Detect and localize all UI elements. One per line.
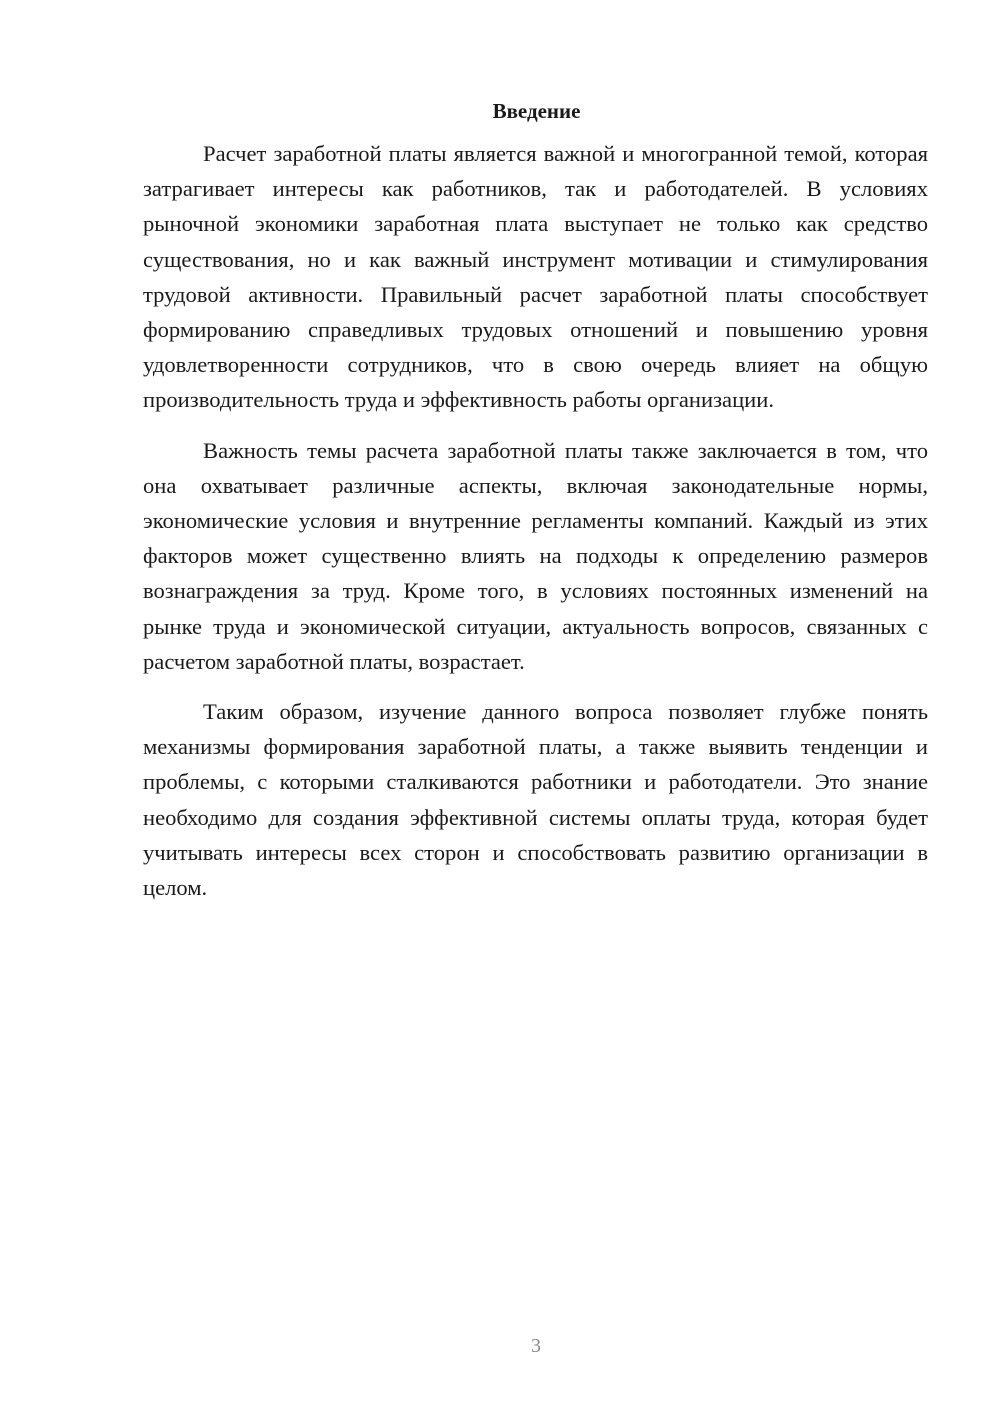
paragraph-2: Важность темы расчета заработной платы также заключается в том, что она охватывает различные аспекты, включая законодательные нормы, экономические условия и внутренние регламенты компаний. Каждый из этих факторов может существенно влиять на подходы к определению размеров вознаграждения за труд. Кроме того, в условиях постоянных изменений на рынке труда и экономической ситуации, актуальность вопросов, связанных с расчетом заработной платы, возрастает. [143,437,928,674]
paragraph-1: Расчет заработной платы является важной и многогранной темой, которая затрагивает интересы как работников, так и работодателей. В условиях рыночной экономики заработная плата выступает не только как средство существования, но и как важный инструмент мотивации и стимулирования трудовой активности. Правильный расчет заработной платы способствует формированию справедливых трудовых отношений и повышению уровня удовлетворенности сотрудников, что в свою очередь влияет на общую производительность труда и эффективность работы организации. [143,141,928,413]
section-title: Введение [492,99,581,123]
paragraph-3: Таким образом, изучение данного вопроса позволяет глубже понять механизмы формирования заработной платы, а также выявить тенденции и проблемы, с которыми сталкиваются работники и работодатели. Это знание необходимо для создания эффективной системы оплаты труда, которая будет учитывать интересы всех сторон и способствовать развитию организации в целом. [143,699,928,901]
page-number: 3 [531,1335,541,1357]
page-content [143,96,928,920]
